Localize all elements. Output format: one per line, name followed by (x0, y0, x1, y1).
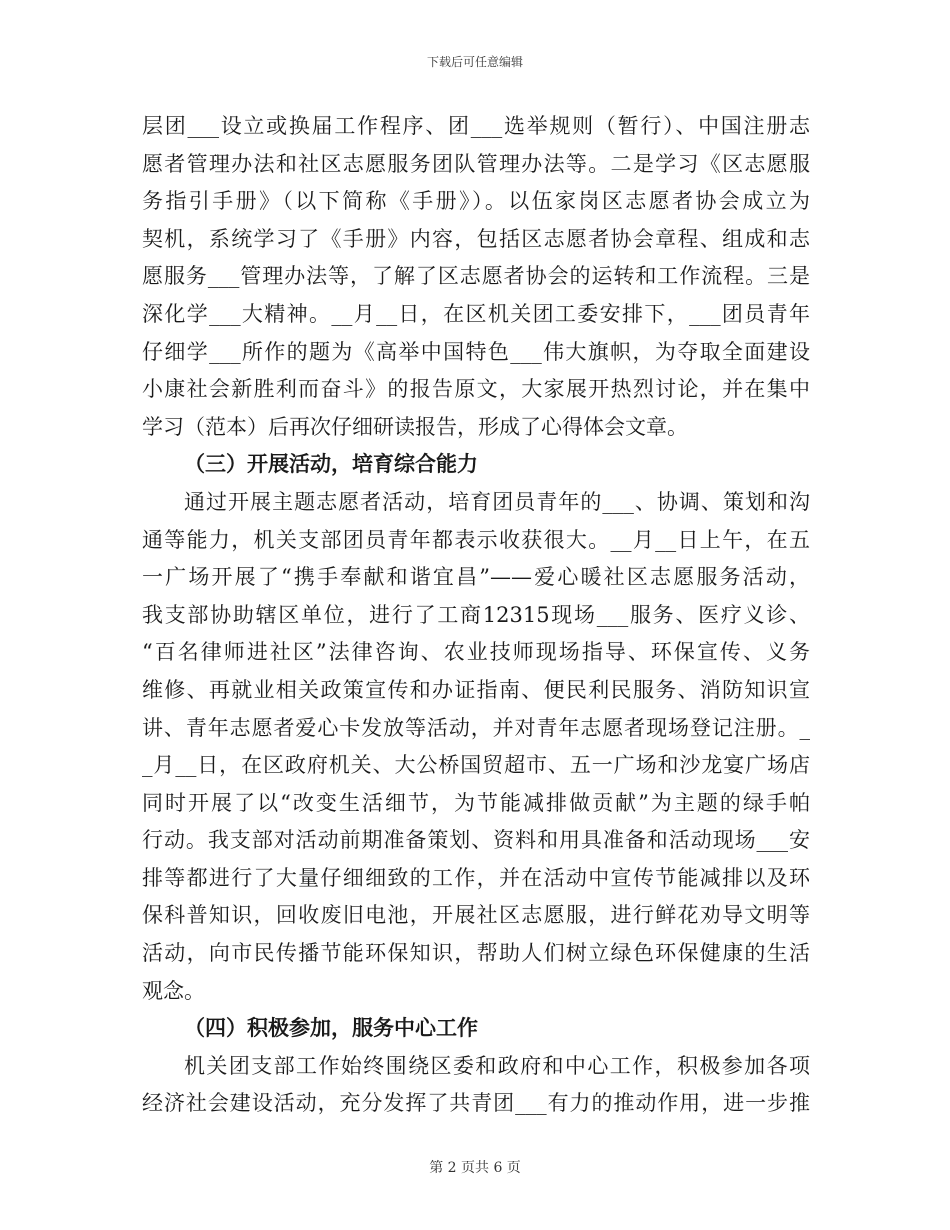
paragraph-line: 学习（范本）后再次仔细研读报告，形成了心得体会文章。 (142, 414, 688, 439)
paragraph-line: 务指引手册》（以下简称《手册》）。以伍家岗区志愿者协会成立为 (142, 189, 810, 214)
paragraph-line: 排等都进行了大量仔细细致的工作，并在活动中宣传节能减排以及环 (142, 865, 810, 890)
document-body (142, 108, 810, 1123)
paragraph-line: 机关团支部工作始终围绕区委和政府和中心工作，积极参加各项 (184, 1053, 810, 1078)
page-header: 下载后可任意编辑 (426, 55, 523, 69)
paragraph-line: 愿服务___管理办法等，了解了区志愿者协会的运转和工作流程。三是 (142, 264, 810, 289)
paragraph-line: 同时开展了以“改变生活细节，为节能减排做贡献”为主题的绿手帕 (142, 790, 810, 815)
paragraph-line: 经济社会建设活动，充分发挥了共青团___有力的推动作用，进一步推 (142, 1091, 810, 1116)
paragraph-line: “百名律师进社区”法律咨询、农业技师现场指导、环保宣传、义务 (142, 640, 810, 665)
section-heading: （四）积极参加，服务中心工作 (184, 1016, 478, 1041)
paragraph-line: 观念。 (142, 978, 205, 1003)
paragraph-line: 层团___设立或换届工作程序、团___选举规则（暂行）、中国注册志 (142, 114, 810, 138)
paragraph-line: 深化学___大精神。__月__日，在区机关团工委安排下，___团员青年 (142, 301, 810, 326)
paragraph-line: 契机，系统学习了《手册》内容，包括区志愿者协会章程、组成和志 (142, 226, 810, 251)
paragraph-line: 通等能力，机关支部团员青年都表示收获很大。__月__日上午，在五 (142, 527, 810, 552)
paragraph-line: 一广场开展了“携手奉献和谐宜昌”——爱心暖社区志愿服务活动， (142, 565, 810, 590)
paragraph-line: _月__日，在区政府机关、大公桥国贸超市、五一广场和沙龙宴广场店 (142, 753, 810, 778)
paragraph-line: 小康社会新胜利而奋斗》的报告原文，大家展开热烈讨论，并在集中 (142, 377, 810, 402)
paragraph-line: 行动。我支部对活动前期准备策划、资料和用具准备和活动现场___安 (142, 828, 810, 853)
paragraph-line: 活动，向市民传播节能环保知识，帮助人们树立绿色环保健康的生活 (142, 941, 810, 966)
paragraph-line: 愿者管理办法和社区志愿服务团队管理办法等。二是学习《区志愿服 (142, 151, 810, 176)
paragraph-line: 保科普知识，回收废旧电池，开展社区志愿服，进行鲜花劝导文明等 (142, 903, 810, 928)
section-heading: （三）开展活动，培育综合能力 (184, 452, 478, 477)
paragraph-line: 仔细学___所作的题为《高举中国特色___伟大旗帜，为夺取全面建设 (142, 339, 810, 364)
paragraph-line: 维修、再就业相关政策宣传和办证指南、便民利民服务、消防知识宣 (142, 677, 810, 702)
paragraph-line: 通过开展主题志愿者活动，培育团员青年的___、协调、策划和沟 (184, 489, 810, 514)
paragraph-line: 我支部协助辖区单位，进行了工商12315现场___服务、医疗义诊、 (142, 602, 810, 627)
page-footer: 第 2 页共 6 页 (429, 1160, 521, 1176)
paragraph-line: 讲、青年志愿者爱心卡发放等活动，并对青年志愿者现场登记注册。_ (142, 715, 810, 740)
